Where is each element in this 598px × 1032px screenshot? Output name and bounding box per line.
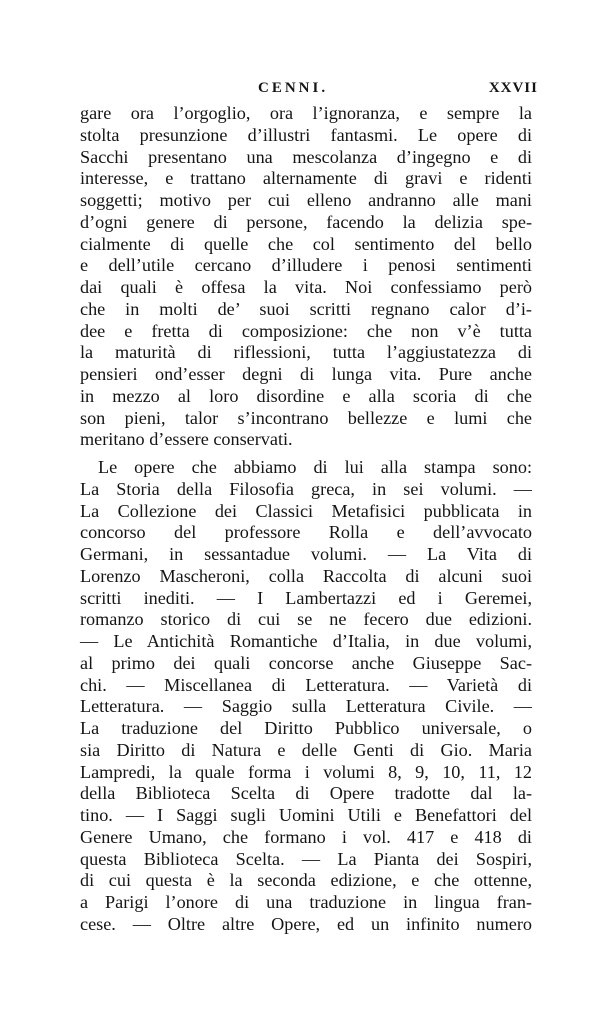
text-line: tino. — I Saggi sugli Uomini Utili e Benefattori del <box>80 805 532 825</box>
page-header <box>258 80 538 102</box>
text-line: cialmente di quelle che col sentimento del bello <box>80 233 532 254</box>
text-line: dee e fretta di composizione: che non v’è tutta <box>80 320 532 341</box>
text-line: d’ogni genere di persone, facendo la delizia spe- <box>80 211 532 232</box>
text-line: della Biblioteca Scelta di Opere tradotte dal la- <box>80 783 532 804</box>
text-line: interesse, e trattano alternamente di gravi e ridenti <box>80 168 532 189</box>
text-line: pensieri ond’esser degni di lunga vita. Pure anche <box>80 364 532 384</box>
text-line: Genere Umano, che formano i vol. 417 e 418 di <box>80 826 532 847</box>
text-line: Sacchi presentano una mescolanza d’ingegno e di <box>80 146 532 167</box>
text-line: son pieni, talor s’incontrano bellezze e lumi che <box>80 407 532 428</box>
text-line: concorso del professore Rolla e dell’avvocato <box>80 522 532 543</box>
text-line: meritano d’essere conservati. <box>80 429 293 450</box>
text-line: questa Biblioteca Scelta. — La Pianta dei Sospiri, <box>80 848 532 869</box>
text-line: Le opere che abbiamo di lui alla stampa sono: <box>98 457 532 477</box>
text-line: e dell’utile cercano d’illudere i penosi sentimenti <box>80 255 532 276</box>
text-line: di cui questa è la seconda edizione, e che ottenne, <box>80 870 532 891</box>
text-line: cese. — Oltre altre Opere, ed un infinito numero <box>80 913 532 934</box>
text-line: la maturità di riflessioni, tutta l’aggiustatezza di <box>80 342 532 363</box>
text-line: Lampredi, la quale forma i volumi 8, 9, 10, 11, 12 <box>80 761 532 782</box>
paragraph-1 <box>80 103 532 451</box>
text-line: sia Diritto di Natura e delle Genti di Gio. Maria <box>80 739 532 760</box>
text-line: al primo dei quali concorse anche Giuseppe Sac- <box>80 652 532 673</box>
text-line: — Le Antichità Romantiche d’Italia, in due volumi, <box>80 631 532 651</box>
text-line: gare ora l’orgoglio, ora l’ignoranza, e sempre la <box>80 103 532 123</box>
text-line: che in molti de’ suoi scritti regnano calor d’i- <box>80 298 532 319</box>
text-line: La Storia della Filosofia greca, in sei volumi. — <box>80 478 532 499</box>
text-line: La traduzione del Diritto Pubblico universale, o <box>80 718 532 738</box>
text-line: La Collezione dei Classici Metafisici pubblicata in <box>80 500 532 521</box>
paragraph-2 <box>80 457 532 936</box>
text-line: Lorenzo Mascheroni, colla Raccolta di alcuni suoi <box>80 565 532 586</box>
text-line: Letteratura. — Saggio sulla Letteratura Civile. — <box>80 696 532 717</box>
running-head: CENNI. <box>258 80 329 96</box>
text-line: chi. — Miscellanea di Letteratura. — Varietà di <box>80 674 532 695</box>
text-line: stolta presunzione d’illustri fantasmi. Le opere di <box>80 124 532 145</box>
page-number: XXVII <box>488 80 538 96</box>
text-line: dai quali è offesa la vita. Noi confessiamo però <box>80 277 532 297</box>
text-line: Germani, in sessantadue volumi. — La Vita di <box>80 544 532 564</box>
body-text <box>80 103 532 936</box>
text-line: romanzo storico di cui se ne fecero due edizioni. <box>80 609 532 630</box>
text-line: soggetti; motivo per cui elleno andranno alle mani <box>80 190 532 210</box>
text-line: a Parigi l’onore di una traduzione in lingua fran- <box>80 892 532 912</box>
text-line: scritti inediti. — I Lambertazzi ed i Geremei, <box>80 587 532 608</box>
text-line: in mezzo al loro disordine e alla scoria di che <box>80 385 532 406</box>
